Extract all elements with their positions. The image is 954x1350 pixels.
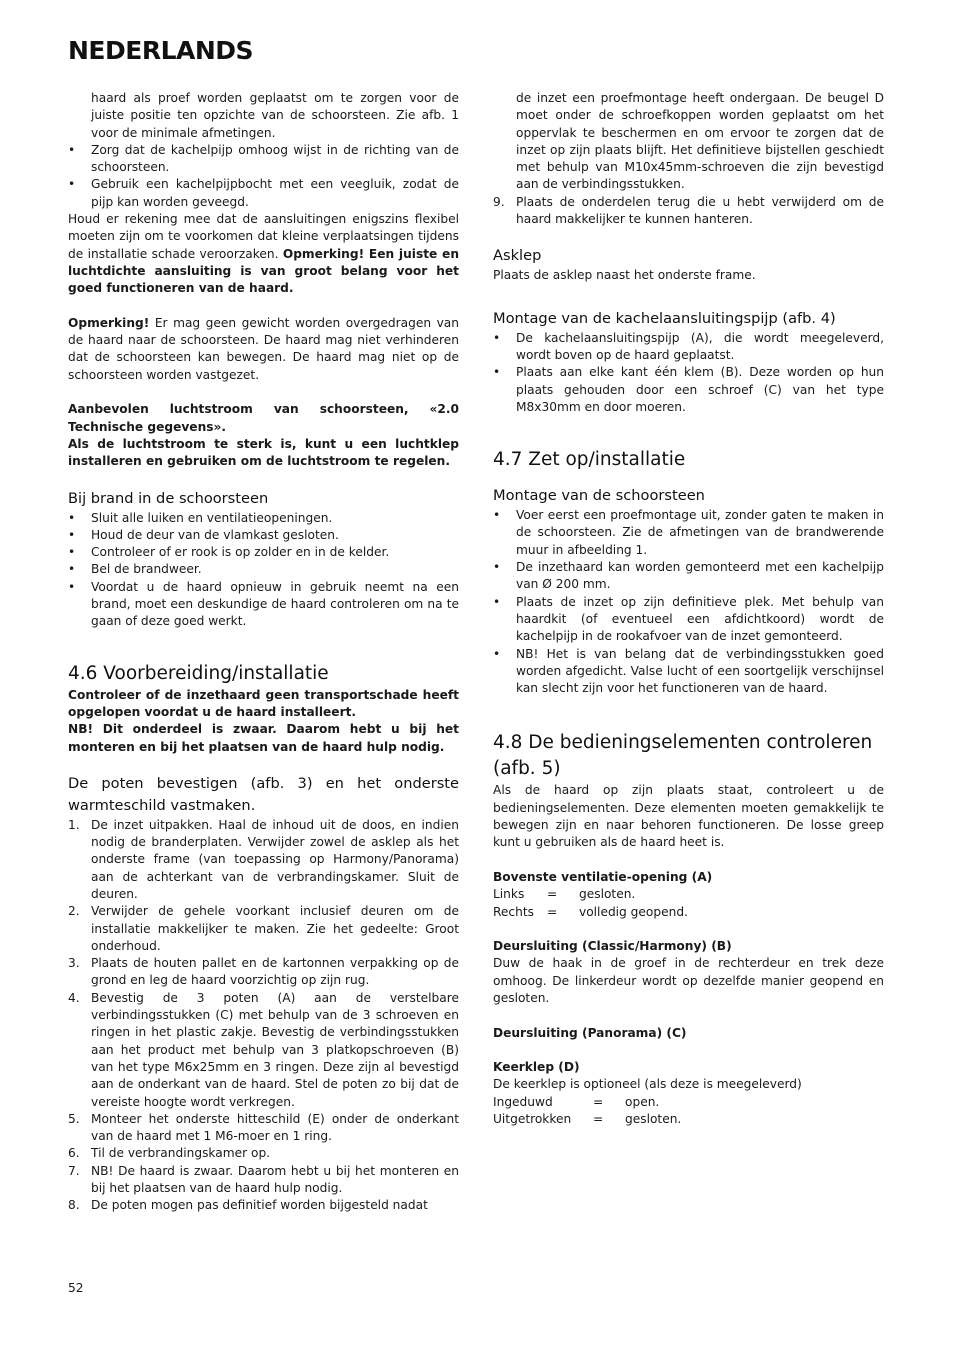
fire-heading: Bij brand in de schoorsteen bbox=[68, 489, 269, 507]
intro-continuation: haard als proef worden geplaatst om te zorgen voor de juiste positie ten opzichte van de schoorsteen. Zie afb. 1 voor de minimale afmetingen. bbox=[91, 91, 459, 140]
ash-heading: Asklep bbox=[493, 247, 542, 265]
transport-check: Controleer of de inzethaard geen transportschade heeft opgelopen voordat u de haard installeert. bbox=[68, 687, 459, 719]
list-item: • Plaats aan elke kant één klem (B). Deze worden op hun plaats gehouden door een schroef (C) van het type M8x30mm en door moeren. bbox=[493, 365, 884, 414]
vent-row-right: Rechts = volledig geopend. bbox=[493, 904, 688, 919]
fire-bullet-list bbox=[68, 510, 459, 631]
damper-text: De keerklep is optioneel (als deze is meegeleverd) bbox=[493, 1077, 802, 1092]
installation-steps-cont bbox=[493, 194, 884, 229]
damper-heading: Keerklep (D) bbox=[493, 1060, 580, 1075]
vent-heading: Bovenste ventilatie-opening (A) bbox=[493, 869, 713, 884]
step-item: 2. Verwijder de gehele voorkant inclusief deuren om de installatie makkelijker te maken. Zie het gedeelte: Groot onderhoud. bbox=[68, 904, 459, 953]
controls-intro: Als de haard op zijn plaats staat, controleert u de bedieningselementen. Deze elementen moeten gemakkelijk te bewegen zijn en naar behoren functioneren. De losse greep kunt u gebruiken als de haard heet is. bbox=[493, 783, 884, 850]
chimney-heading: Montage van de schoorsteen bbox=[493, 487, 705, 505]
damper-row-pushed: Ingeduwd = open. bbox=[493, 1094, 660, 1109]
lock-text: Duw de haak in de groef in de rechterdeur en trek deze omhoog. De linkerdeur wordt op dezelfde manier geopend en gesloten. bbox=[493, 956, 884, 1005]
installation-steps bbox=[68, 817, 459, 1215]
vent-row-left: Links = gesloten. bbox=[493, 887, 636, 902]
step-item: 4. Bevestig de 3 poten (A) aan de verstelbare verbindingsstukken (C) met behulp van de 3 schroeven en ringen in het plastic zakje. Bevestig de verbindingsstukken aan het product met behulp van 3 platkopschroeven (B) van het type M6x25mm en 3 ringen. Deze zijn al bevestigd aan de onderkant van de haard. Stel de poten zo bij dat de vereiste hoogte wordt verkregen. bbox=[68, 990, 459, 1109]
list-item: • Bel de brandweer. bbox=[68, 562, 202, 577]
legs-heading: De poten bevestigen (afb. 3) en het onderste warmteschild vastmaken. bbox=[68, 774, 459, 814]
section-4-6-heading: 4.6 Voorbereiding/installatie bbox=[68, 662, 329, 684]
list-item: • De kachelaansluitingspijp (A), die wordt meegeleverd, wordt boven op de haard geplaatst. bbox=[493, 330, 884, 362]
step-8-continuation: de inzet een proefmontage heeft ondergaan. De beugel D moet onder de schroefkoppen worden geplaatst om het oppervlak te beschermen en om ervoor te zorgen dat de inzet op zijn plaats blijft. Het definitieve bijstellen geschiedt met behulp van M10x45mm-schroeven die zijn bevestigd aan de verbindingsstukken. bbox=[516, 91, 884, 192]
step-item: 6. Til de verbrandingskamer op. bbox=[68, 1146, 271, 1161]
pipe-heading: Montage van de kachelaansluitingspijp (afb. 4) bbox=[493, 309, 836, 327]
list-item: • Voer eerst een proefmontage uit, zonder gaten te maken in de schoorsteen. Zie de afmetingen van de brandwerende muur in afbeelding 1. bbox=[493, 508, 884, 557]
step-item: 3. Plaats de houten pallet en de kartonnen verpakking op de grond en leg de haard voorzichtig op zijn rug. bbox=[68, 956, 459, 988]
step-item: 1. De inzet uitpakken. Haal de inhoud uit de doos, en indien nodig de branderplaten. Verwijder zowel de asklep als het onderste frame (van toepassing op Harmony/Panorama) aan de achterkant van de verbrandingskamer. Sluit de deuren. bbox=[68, 817, 459, 901]
panorama-heading: Deursluiting (Panorama) (C) bbox=[493, 1025, 687, 1040]
list-item: • Controleer of er rook is op zolder en in de kelder. bbox=[68, 545, 390, 560]
page-title: NEDERLANDS bbox=[68, 36, 254, 65]
step-item: 5. Monteer het onderste hitteschild (E) onder de onderkant van de haard met 1 M6-moer en 1 ring. bbox=[68, 1111, 459, 1144]
weight-warning: NB! Dit onderdeel is zwaar. Daarom hebt u bij het monteren en bij het plaatsen van de haard hulp nodig. bbox=[68, 722, 459, 754]
ash-text: Plaats de asklep naast het onderste frame. bbox=[493, 268, 756, 283]
step-item: 7. NB! De haard is zwaar. Daarom hebt u bij het monteren en bij het plaatsen van de haard hulp nodig. bbox=[68, 1163, 459, 1196]
page-number: 52 bbox=[68, 1281, 84, 1295]
left-column bbox=[68, 90, 459, 1215]
right-column bbox=[493, 90, 884, 1128]
pipe-bullet-list bbox=[493, 330, 884, 416]
flex-paragraph: Houd er rekening mee dat de aansluitingen enigszins flexibel moeten zijn om te voorkomen dat kleine verplaatsingen tijdens de installatie schade veroorzaken. Opmerking! Een juiste en luchtdichte aansluiting is van groot belang voor het goed functioneren van de haard. bbox=[68, 212, 459, 296]
section-4-8-heading: 4.8 De bedieningselementen controleren (afb. 5) bbox=[493, 732, 873, 780]
airflow-note: Aanbevolen luchtstroom van schoorsteen, «2.0 Technische gegevens». bbox=[68, 402, 459, 434]
damper-row-pulled: Uitgetrokken = gesloten. bbox=[493, 1112, 682, 1127]
list-item: • Voordat u de haard opnieuw in gebruik neemt na een brand, moet een deskundige de haard controleren om na te gaan of deze goed werkt. bbox=[68, 579, 459, 629]
list-item: • De inzethaard kan worden gemonteerd met een kachelpijp van Ø 200 mm. bbox=[493, 560, 884, 592]
lock-heading: Deursluiting (Classic/Harmony) (B) bbox=[493, 939, 732, 954]
list-item: • NB! Het is van belang dat de verbindingsstukken goed worden afgedicht. Valse lucht of een soortgelijk verschijnsel kan slecht zijn voor het functioneren van de haard. bbox=[493, 646, 884, 696]
list-item: • Zorg dat de kachelpijp omhoog wijst in de richting van de schoorsteen. bbox=[68, 142, 459, 175]
step-item: 9. Plaats de onderdelen terug die u hebt verwijderd om de haard makkelijker te kunnen hanteren. bbox=[493, 194, 884, 227]
list-item: • Sluit alle luiken en ventilatieopeningen. bbox=[68, 510, 333, 525]
list-item: • Plaats de inzet op zijn definitieve plek. Met behulp van haardkit (of eventueel een afdichtkoord) wordt de kachelpijp in de rookafvoer van de inzet gemonteerd. bbox=[493, 594, 884, 644]
airflow-damper-note: Als de luchtstroom te sterk is, kunt u een luchtklep installeren en gebruiken om de luchtstroom te regelen. bbox=[68, 436, 459, 469]
list-item: • Houd de deur van de vlamkast gesloten. bbox=[68, 527, 339, 542]
note-paragraph: Opmerking! Er mag geen gewicht worden overgedragen van de haard naar de schoorsteen. De haard mag niet verhinderen dat de schoorsteen kan bewegen. De haard mag niet op de schoorsteen worden vastgezet. bbox=[68, 315, 459, 382]
chimney-bullet-list bbox=[493, 507, 884, 697]
list-item: • Gebruik een kachelpijpbocht met een veegluik, zodat de pijp kan worden geveegd. bbox=[68, 177, 459, 209]
section-4-7-heading: 4.7 Zet op/installatie bbox=[493, 449, 686, 471]
intro-bullet-list bbox=[68, 142, 459, 211]
step-item: 8. De poten mogen pas definitief worden bijgesteld nadat bbox=[68, 1198, 428, 1213]
